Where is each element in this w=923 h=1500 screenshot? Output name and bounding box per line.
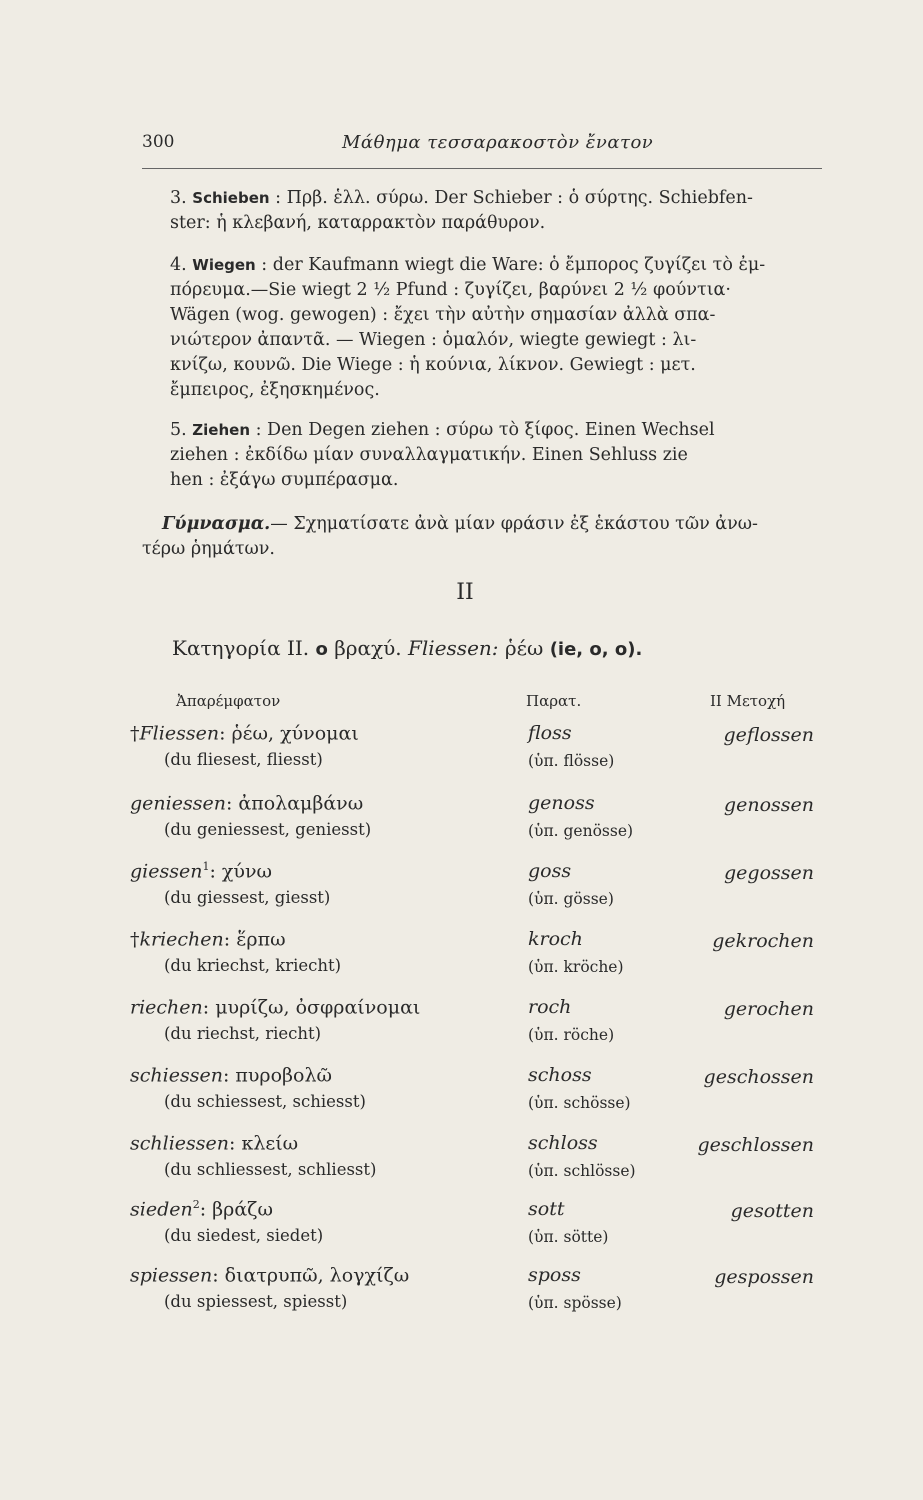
- present-forms: (du riechst, riecht): [164, 1024, 322, 1043]
- subjunctive: (ὑπ. sötte): [528, 1228, 609, 1246]
- preterite: kroch: [528, 928, 583, 950]
- verb-row: [130, 1264, 830, 1324]
- past-participle: gekrochen: [712, 930, 814, 952]
- verb-infinitive: sieden: [130, 1198, 193, 1221]
- category-vowel: ο: [315, 639, 328, 660]
- item-text-line: : Πρβ. ἑλλ. σύρω. Der Schieber : ὁ σύρτης. Schiebfen-: [269, 188, 753, 208]
- infinitive: [130, 1064, 332, 1086]
- preterite: genoss: [528, 792, 595, 814]
- verb-infinitive: schliessen: [130, 1132, 230, 1155]
- exercise-text: τέρω ῥημάτων.: [142, 539, 275, 559]
- column-header-participle: II Μετοχή: [710, 692, 786, 710]
- vocab-item-wiegen: [142, 253, 824, 403]
- footnote-ref: 2: [192, 1198, 200, 1211]
- item-text-line: πόρευμα.—Sie wiegt 2 ½ Pfund : ζυγίζει, βαρύνει 2 ½ φούντια·: [170, 280, 731, 300]
- preterite: floss: [528, 722, 572, 744]
- exercise-block: [142, 512, 824, 562]
- item-number: 3.: [170, 188, 187, 208]
- verb-meaning: : πυροβολῶ: [222, 1064, 332, 1087]
- verb-meaning: : ἕρπω: [223, 928, 286, 951]
- vocab-item-ziehen: [142, 418, 824, 493]
- infinitive: [130, 722, 359, 744]
- preterite: sposs: [528, 1264, 581, 1286]
- category-heading: [172, 636, 642, 660]
- verb-infinitive: riechen: [130, 996, 203, 1019]
- footnote-ref: 1: [202, 860, 210, 873]
- present-forms: (du schliessest, schliesst): [164, 1160, 377, 1179]
- verb-infinitive: kriechen: [139, 928, 224, 951]
- infinitive: [130, 860, 272, 882]
- infinitive: [130, 1198, 273, 1220]
- item-text-line: : der Kaufmann wiegt die Ware: ὁ ἔμπορος ζυγίζει τὸ ἐμ-: [255, 255, 766, 275]
- item-number: 5.: [170, 420, 187, 440]
- item-text-line: ster: ἡ κλεβανή, καταρρακτὸν παράθυρον.: [170, 213, 546, 233]
- verb-row: [130, 1064, 830, 1124]
- subjunctive: (ὑπ. flösse): [528, 752, 615, 770]
- section-numeral: II: [456, 580, 474, 605]
- verb-infinitive: spiessen: [130, 1264, 213, 1287]
- infinitive: [130, 792, 363, 814]
- page-header: [142, 128, 822, 169]
- present-forms: (du giessest, giesst): [164, 888, 331, 907]
- column-header-infinitive: Ἀπαρέμφατον: [176, 692, 281, 710]
- verb-meaning: : ῥέω, χύνομαι: [219, 722, 359, 745]
- obsolete-mark: †: [130, 722, 140, 745]
- page-number: 300: [142, 132, 175, 152]
- exercise-label: Γύμνασμα.: [162, 514, 271, 534]
- subjunctive: (ὑπ. schösse): [528, 1094, 631, 1112]
- past-participle: genossen: [723, 794, 814, 816]
- verb-meaning: : κλείω: [229, 1132, 299, 1155]
- item-text-line: Wägen (wog. gewogen) : ἔχει τὴν αὐτὴν σημασίαν ἀλλὰ σπα-: [170, 305, 716, 325]
- verb-row: [130, 792, 830, 852]
- item-text-line: ἔμπειρος, ἐξησκημένος.: [170, 380, 380, 400]
- obsolete-mark: †: [130, 928, 140, 951]
- category-pattern: (ie, o, o).: [549, 639, 643, 660]
- preterite: goss: [528, 860, 572, 882]
- category-brachy: βραχύ.: [334, 636, 402, 660]
- present-forms: (du fliesest, fliesst): [164, 750, 323, 769]
- past-participle: geflossen: [723, 724, 814, 746]
- verb-row: [130, 1198, 830, 1258]
- past-participle: gerochen: [723, 998, 814, 1020]
- verb-row: [130, 1132, 830, 1192]
- item-headword: Ziehen: [192, 421, 251, 439]
- subjunctive: (ὑπ. gösse): [528, 890, 614, 908]
- verb-row: [130, 722, 830, 782]
- past-participle: gesotten: [730, 1200, 814, 1222]
- verb-meaning: : χύνω: [209, 860, 273, 883]
- infinitive: [130, 996, 420, 1018]
- present-forms: (du kriechst, kriecht): [164, 956, 342, 975]
- verb-meaning: : διατρυπῶ, λογχίζω: [212, 1264, 410, 1287]
- infinitive: [130, 1132, 298, 1154]
- subjunctive: (ὑπ. röche): [528, 1026, 615, 1044]
- subjunctive: (ὑπ. spösse): [528, 1294, 622, 1312]
- past-participle: geschossen: [703, 1066, 814, 1088]
- present-forms: (du siedest, siedet): [164, 1226, 324, 1245]
- subjunctive: (ὑπ. genösse): [528, 822, 634, 840]
- item-headword: Schieben: [192, 189, 270, 207]
- subjunctive: (ὑπ. kröche): [528, 958, 624, 976]
- preterite: schoss: [528, 1064, 592, 1086]
- column-header-preterite: Παρατ.: [526, 692, 582, 710]
- verb-infinitive: giessen: [130, 860, 203, 883]
- vocab-item-schieben: [142, 186, 824, 236]
- infinitive: [130, 1264, 409, 1286]
- item-text-line: νιώτερον ἀπαντᾶ. — Wiegen : ὁμαλόν, wiegte gewiegt : λι-: [170, 330, 697, 350]
- item-text-line: : Den Degen ziehen : σύρω τὸ ξίφος. Einen Wechsel: [250, 420, 715, 440]
- preterite: schloss: [528, 1132, 598, 1154]
- category-verb: Fliessen:: [408, 636, 499, 660]
- verb-infinitive: geniessen: [130, 792, 226, 815]
- present-forms: (du geniessest, geniesst): [164, 820, 372, 839]
- category-meaning: ῥέω: [504, 636, 544, 660]
- past-participle: gegossen: [724, 862, 814, 884]
- category-prefix: Κατηγορία II.: [172, 636, 310, 660]
- exercise-text: — Σχηματίσατε ἀνὰ μίαν φράσιν ἐξ ἑκάστου τῶν ἀνω-: [270, 514, 758, 534]
- verb-meaning: : μυρίζω, ὀσφραίνομαι: [202, 996, 421, 1019]
- present-forms: (du schiessest, schiesst): [164, 1092, 366, 1111]
- item-text-line: κνίζω, κουνῶ. Die Wiege : ἡ κούνια, λίκνον. Gewiegt : μετ.: [170, 355, 696, 375]
- item-text-line: ziehen : ἐκδίδω μίαν συναλλαγματικήν. Einen Sehluss zie: [170, 445, 688, 465]
- verb-meaning: : ἀπολαμβάνω: [225, 792, 364, 815]
- verb-infinitive: Fliessen: [139, 722, 220, 745]
- verb-row: [130, 860, 830, 920]
- infinitive: [130, 928, 286, 950]
- past-participle: gespossen: [714, 1266, 814, 1288]
- preterite: sott: [528, 1198, 565, 1220]
- present-forms: (du spiessest, spiesst): [164, 1292, 348, 1311]
- running-title: Μάθημα τεσσαρακοστὸν ἔνατον: [342, 132, 654, 153]
- verb-infinitive: schiessen: [130, 1064, 223, 1087]
- item-number: 4.: [170, 255, 187, 275]
- item-headword: Wiegen: [192, 256, 256, 274]
- verb-row: [130, 928, 830, 988]
- item-text-line: hen : ἐξάγω συμπέρασμα.: [170, 470, 399, 490]
- preterite: roch: [528, 996, 572, 1018]
- subjunctive: (ὑπ. schlösse): [528, 1162, 636, 1180]
- verb-row: [130, 996, 830, 1056]
- verb-meaning: : βράζω: [199, 1198, 273, 1221]
- past-participle: geschlossen: [697, 1134, 814, 1156]
